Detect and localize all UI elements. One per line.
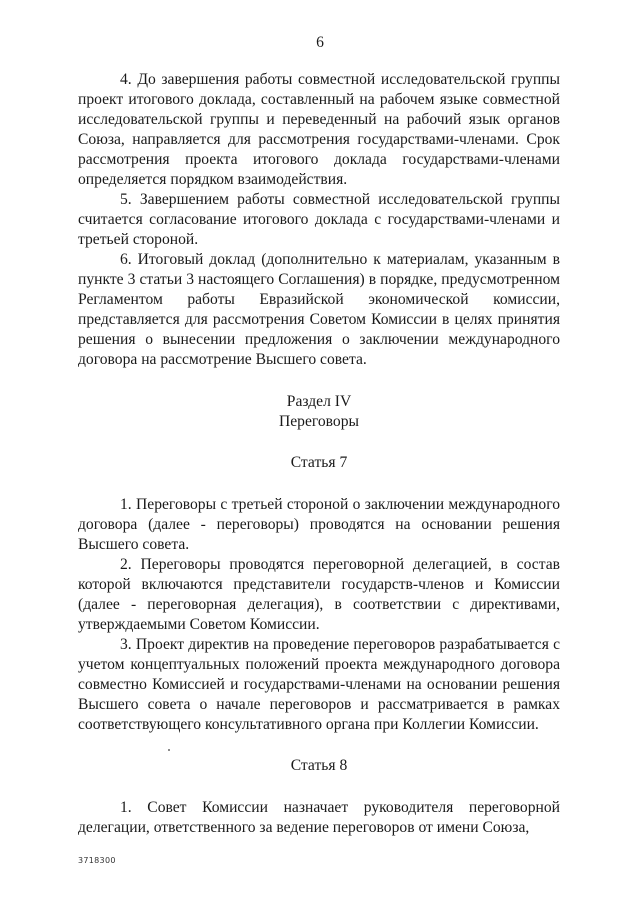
paragraph-6: 6. Итоговый доклад (дополнительно к материалам, указанным в пункте 3 статьи 3 настоящего Соглашения) в порядке, предусмотренном Регламентом работы Евразийской экономической комиссии, представляется для рассмотрения Советом Комиссии в целях принятия решения о вынесении предложения о заключении международного договора на рассмотрение Высшего совета. bbox=[78, 251, 560, 368]
article-7-paragraph-3: 3. Проект директив на проведение переговоров разрабатывается с учетом концептуальных положений проекта международного договора совместно Комиссией и государствами-членами на основании решения Высшего совета о начале переговоров и рассматривается в рамках соответствующего консультативного органа при Коллегии Комиссии. bbox=[78, 636, 560, 733]
article-8-title: Статья 8 bbox=[290, 757, 348, 774]
article-7-paragraph-1: 1. Переговоры с третьей стороной о заключении международного договора (далее - переговоры) проводятся на основании решения Высшего совета. bbox=[78, 496, 560, 553]
article-7-title: Статья 7 bbox=[290, 454, 348, 471]
scan-speck bbox=[168, 749, 170, 751]
section-label: Раздел IV bbox=[286, 393, 352, 410]
section-title: Переговоры bbox=[278, 413, 360, 430]
paragraph-4: 4. До завершения работы совместной исследовательской группы проект итогового доклада, составленный на рабочем языке совместной исследовательской группы и переведенный на рабочий язык органов Союза, направляется для рассмотрения государствами-членами. Срок рассмотрения проекта итогового доклада государствами-членами определяется порядком взаимодействия. bbox=[78, 71, 560, 188]
article-8-paragraph-1: 1. Совет Комиссии назначает руководителя переговорной делегации, ответственного за ведение переговоров от имени Союза, bbox=[78, 799, 560, 836]
article-7-paragraph-2: 2. Переговоры проводятся переговорной делегацией, в состав которой включаются представители государств-членов и Комиссии (далее - переговорная делегация), в соответствии с директивами, утверждаемыми Советом Комиссии. bbox=[78, 556, 560, 633]
document-body bbox=[78, 70, 560, 838]
paragraph-5: 5. Завершением работы совместной исследовательской группы считается согласование итогового доклада с государствами-членами и третьей стороной. bbox=[78, 191, 560, 248]
document-code: 3718300 bbox=[78, 856, 116, 865]
page-number: 6 bbox=[316, 34, 324, 51]
